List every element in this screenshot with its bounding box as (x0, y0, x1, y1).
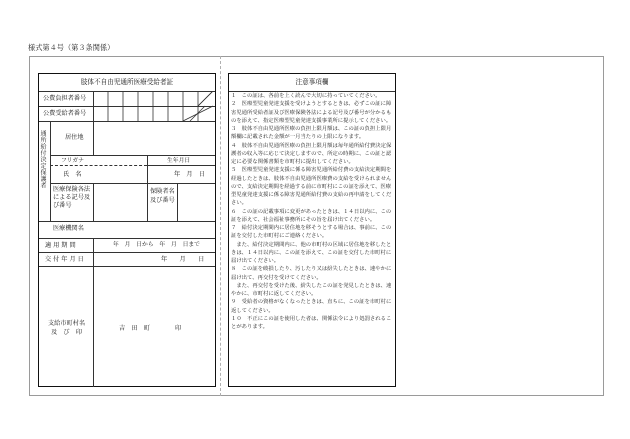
birthdate-value: 年 月 日 (174, 171, 205, 178)
notes-title: 注意事項欄 (295, 78, 329, 86)
note-item: １ この証は、各前を上く読んで大切に持っていてください。 (231, 93, 381, 99)
name-label: 氏 名 (63, 171, 82, 178)
note-item: ７ 給付決定期間内に居住地を移そうとする場合は、事前に、この証を交付した市町村にご連絡ください。 (231, 225, 392, 240)
divider (50, 121, 51, 221)
divider (147, 183, 148, 221)
notes-list (231, 92, 393, 331)
divider (147, 155, 148, 183)
note-item: ６ この証の記載事項に変更があったときは、１４日以内に、この証を添えて、社会福祉事務所にその旨を届け出てください。 (231, 208, 392, 223)
divider (39, 238, 215, 239)
divider (93, 121, 94, 155)
divider (177, 183, 178, 221)
divider (39, 221, 215, 222)
address-label: 居住地 (65, 134, 84, 141)
insurance-label-line2: による記号及 (53, 194, 91, 201)
public-expense-payer-label: 公費負担者番号 (43, 95, 87, 102)
note-item: ５ 医療型児童発達支援に係る障害児通所給付費の支給決定期間を経過したときは、肢体不自由児通所医療費の支給を受けられませんので、支給決定期間を経過する前に市町村にこの証を添えて、医療型児童発達支援に係る障害児通所給付費の支給の再申請をしてください。 (231, 167, 392, 207)
municipality-label-line2: 及 び 印 (51, 329, 82, 336)
municipality-label-line1: 支給市町村名 (48, 320, 86, 327)
divider (50, 155, 215, 156)
public-expense-recipient-label: 公費受給者番号 (43, 110, 87, 117)
insurance-label-line1: 医療保険各法 (53, 186, 91, 193)
note-item: ９ 受給者の資格がなくなったときは、直ちに、この証を市町村に返してください。 (231, 299, 392, 314)
note-item: ２ 医療型児童発達支援を受けようとするときは、必ずこの証に障害児通所受給者証及び医療保険各法による記号及び番号が分かるものを添えて、指定医療型児童発達支援事業所に提示してください。 (231, 101, 392, 124)
divider (93, 183, 94, 221)
institution-label: 医療機関名 (53, 225, 84, 232)
fold-line (220, 56, 221, 396)
note-item: ８ この証を破損したり、汚したり又は紛失したときは、速やかに届け出て、再交付を受けてください。 (231, 266, 392, 281)
certificate-card (38, 73, 216, 387)
note-item: ４ 肢体不自由児通所医療の負担上限月額は毎年通所給付費決定保護者の収入等に応じて決定しますので、所定の時期に、この証と認定に必要な関係書類を市町村に提出してください。 (231, 142, 392, 165)
divider (50, 165, 147, 166)
certificate-title: 肢体不自由児通所医療受給者証 (80, 78, 174, 86)
form-reference: 様式第４号（第３条関係） (28, 43, 115, 52)
note-item: また、再交付を受けた後、紛失したこの証を発見したときは、速やかに、市町村に返してください。 (231, 282, 392, 297)
guardian-label: 通所給付決定保護者 (39, 130, 46, 189)
birthdate-label: 生年月日 (167, 158, 191, 164)
divider (39, 252, 215, 253)
applicable-period-label: 適 用 期 間 (45, 242, 76, 249)
divider (50, 183, 215, 184)
issue-date-value: 年 月 日 (161, 256, 205, 263)
note-item: また、給付決定期間内に、他の市町村の区域に居住地を移したときは、１４日以内に、この証を添えて、この証を交付した市町村に届け出てください。 (231, 241, 392, 264)
seal-mark: 印 (175, 325, 182, 332)
insurer-label-line2: 及び番号 (150, 197, 175, 204)
issue-date-label: 交 付 年 月 日 (45, 256, 84, 263)
municipality-name: 吉 田 町 (119, 325, 150, 332)
furigana-label: フリガナ (61, 158, 84, 164)
insurance-label-line3: び番号 (53, 202, 72, 209)
applicable-period-value: 年 月 日から 年 月 日まで (113, 242, 200, 248)
divider (39, 266, 215, 267)
divider (93, 238, 94, 387)
note-item: １０ 不正にこの証を使用した者は、関係法令により処罰されることがあります。 (231, 315, 392, 330)
number-cells-grid (93, 91, 215, 122)
note-item: ３ 肢体不自由児通所医療の負担上限月額は、この証の負担上限月額欄に記載された金額が一月当たりの上限になります。 (231, 126, 392, 141)
divider (147, 165, 215, 166)
insurer-label-line1: 保険者名 (150, 188, 175, 195)
